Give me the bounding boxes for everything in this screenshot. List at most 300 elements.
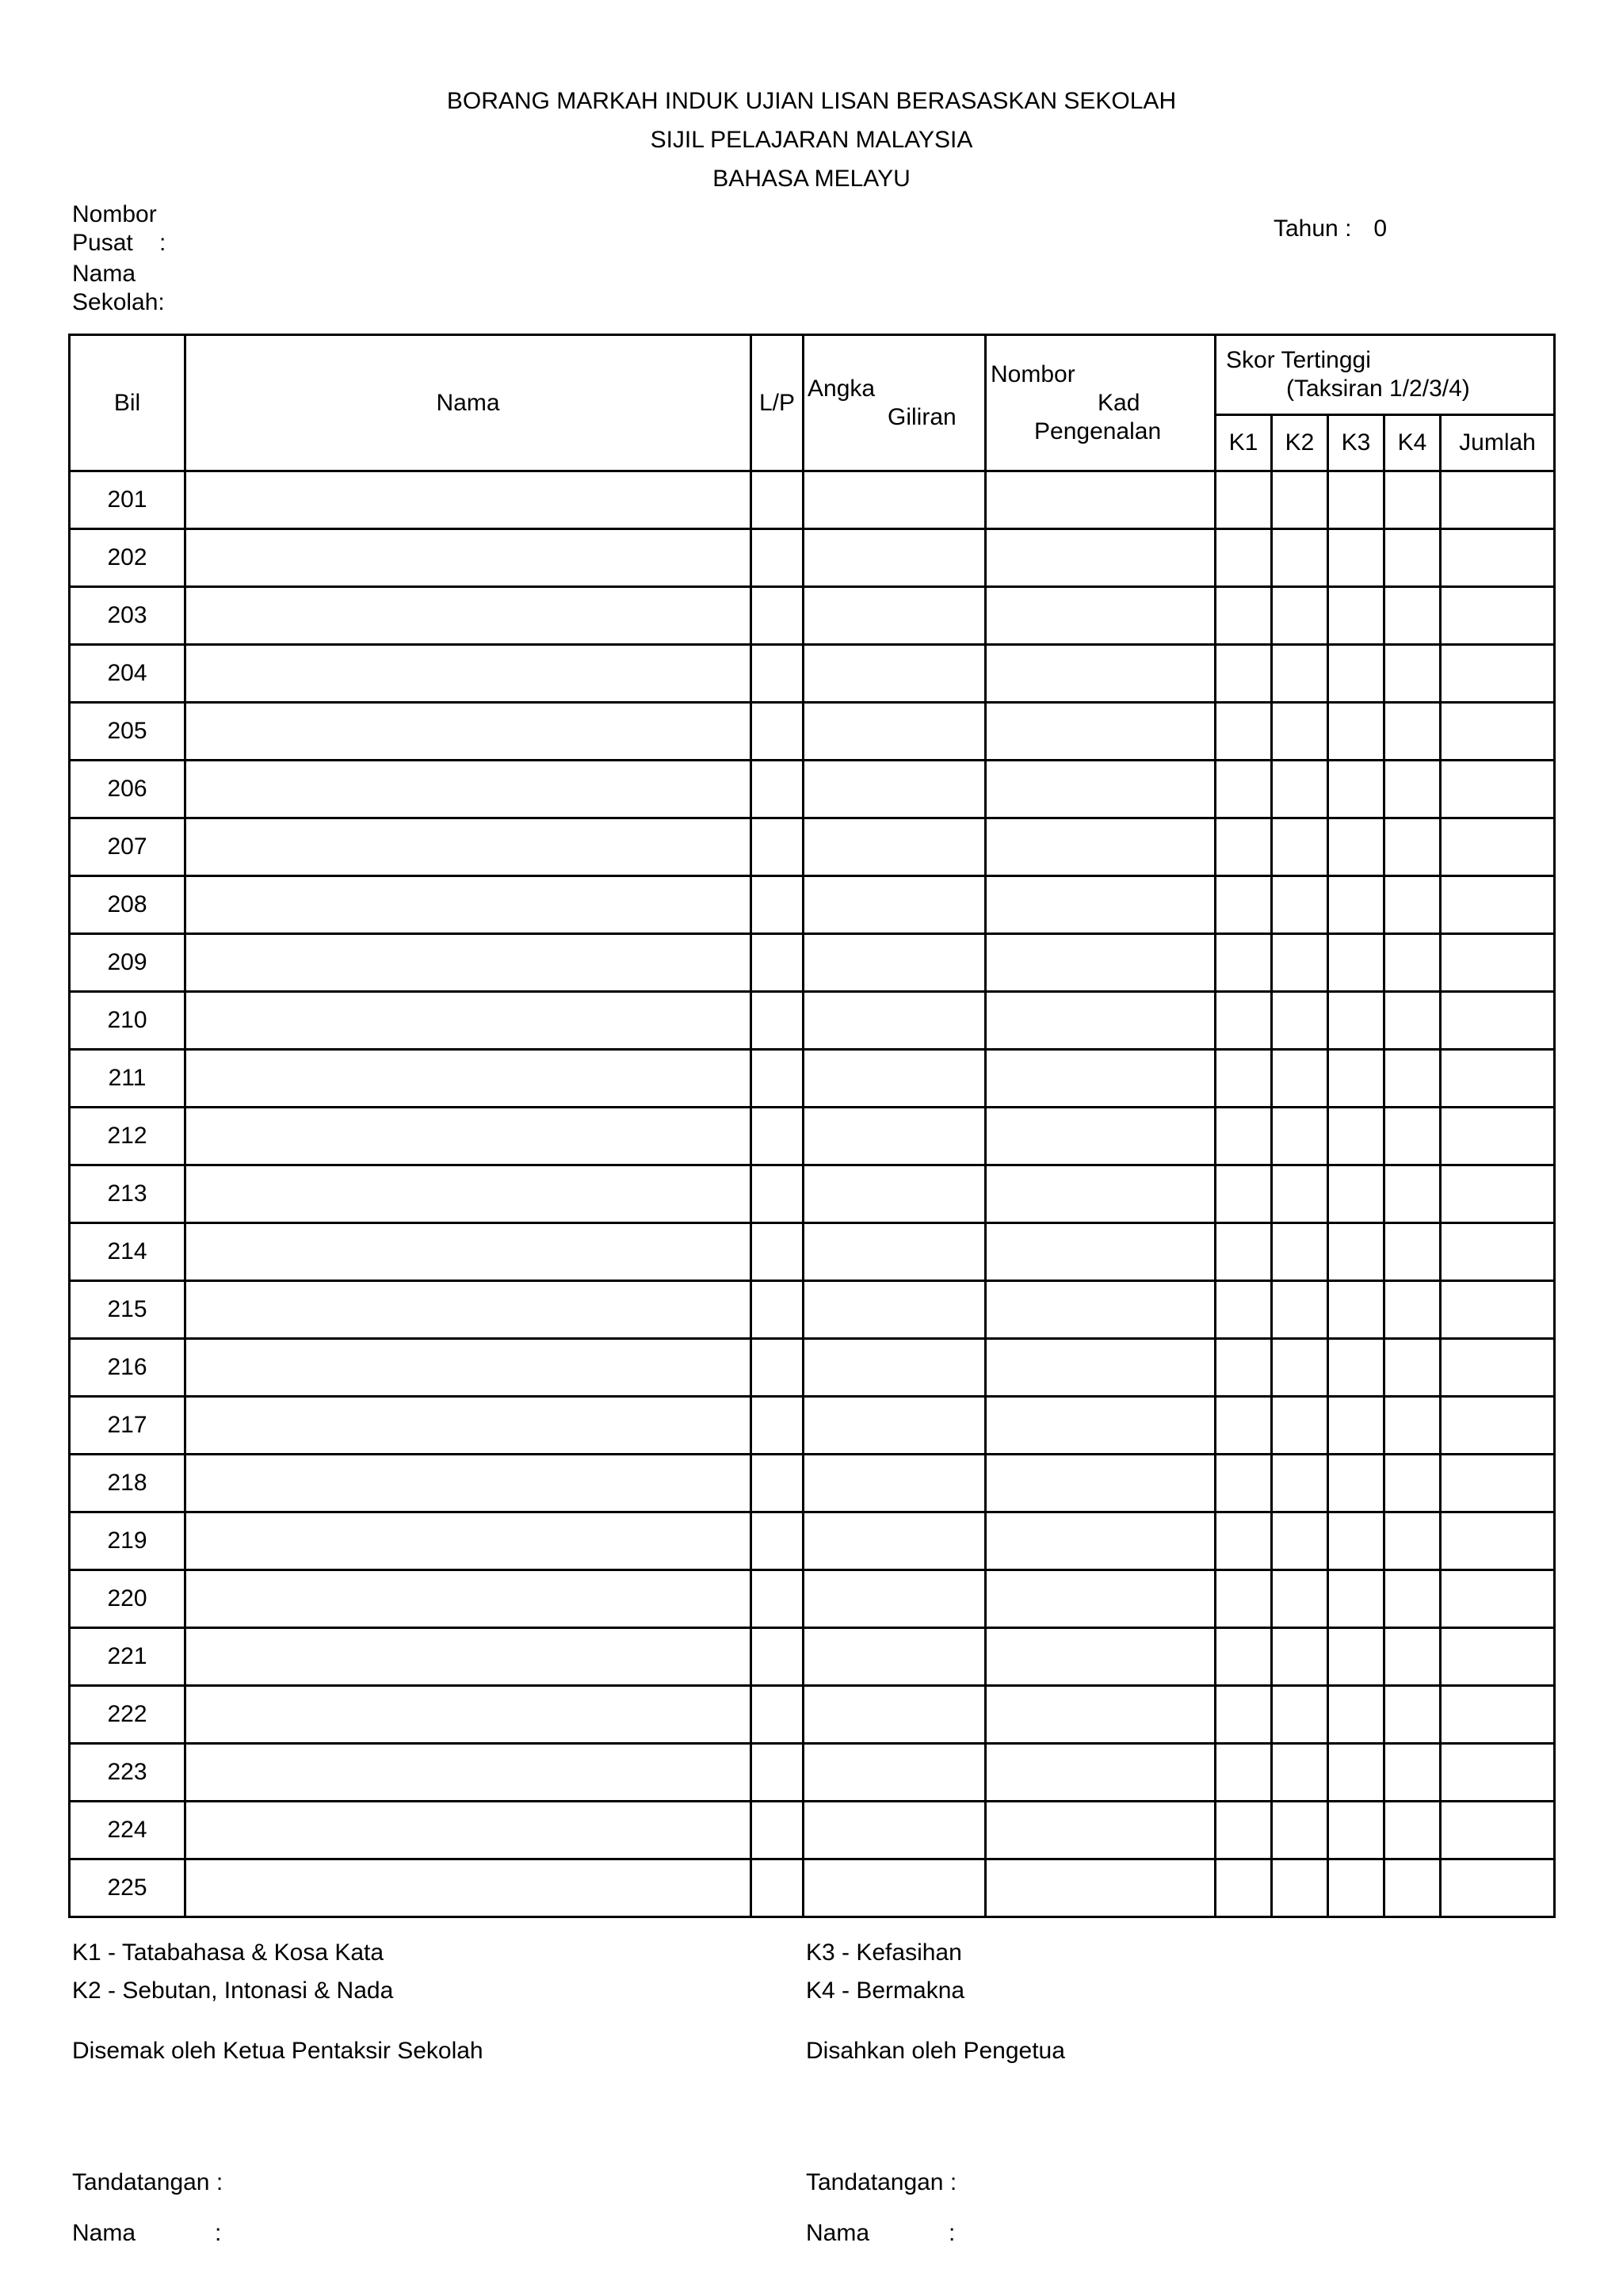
- nama-cell[interactable]: [185, 1744, 751, 1802]
- kad-pengenalan-cell[interactable]: [986, 876, 1216, 934]
- k4-cell[interactable]: [1384, 992, 1441, 1050]
- k3-cell[interactable]: [1328, 934, 1384, 992]
- k4-cell[interactable]: [1384, 761, 1441, 818]
- k2-cell[interactable]: [1272, 1339, 1328, 1397]
- k2-cell[interactable]: [1272, 1802, 1328, 1859]
- angka-giliran-cell[interactable]: [804, 1397, 986, 1455]
- nama-cell[interactable]: [185, 1050, 751, 1108]
- nama-cell[interactable]: [185, 934, 751, 992]
- col-k1-header: K1: [1216, 415, 1272, 471]
- skor-label: Skor Tertinggi: [1226, 347, 1371, 373]
- jumlah-cell[interactable]: [1441, 1455, 1555, 1512]
- k1-cell[interactable]: [1216, 1455, 1272, 1512]
- angka-giliran-cell[interactable]: [804, 1628, 986, 1686]
- k1-cell[interactable]: [1216, 1744, 1272, 1802]
- k4-cell[interactable]: [1384, 1339, 1441, 1397]
- bil-cell: 209: [70, 934, 185, 992]
- lp-cell[interactable]: [751, 645, 804, 703]
- col-skor-header: [1216, 335, 1555, 415]
- k1-cell[interactable]: [1216, 703, 1272, 761]
- bil-cell: 219: [70, 1512, 185, 1570]
- lp-cell[interactable]: [751, 587, 804, 645]
- table-row: [70, 1108, 1555, 1165]
- angka-giliran-cell[interactable]: [804, 1802, 986, 1859]
- bil-cell: 213: [70, 1165, 185, 1223]
- nama-cell[interactable]: [185, 1570, 751, 1628]
- k1-cell[interactable]: [1216, 471, 1272, 529]
- lp-cell[interactable]: [751, 1050, 804, 1108]
- bil-cell: 203: [70, 587, 185, 645]
- k4-cell[interactable]: [1384, 1744, 1441, 1802]
- nama-cell[interactable]: [185, 703, 751, 761]
- table-row: [70, 1223, 1555, 1281]
- lp-cell[interactable]: [751, 1744, 804, 1802]
- k4-cell[interactable]: [1384, 818, 1441, 876]
- k2-cell[interactable]: [1272, 1165, 1328, 1223]
- k3-cell[interactable]: [1328, 645, 1384, 703]
- bil-cell: 217: [70, 1397, 185, 1455]
- k1-cell[interactable]: [1216, 1223, 1272, 1281]
- k1-cell[interactable]: [1216, 1108, 1272, 1165]
- kad-pengenalan-cell[interactable]: [986, 1455, 1216, 1512]
- bil-cell: 202: [70, 529, 185, 587]
- k4-cell[interactable]: [1384, 1108, 1441, 1165]
- col-jumlah-header: Jumlah: [1441, 415, 1555, 471]
- jumlah-cell[interactable]: [1441, 645, 1555, 703]
- checked-by-label: Disemak oleh Ketua Pentaksir Sekolah: [72, 2038, 483, 2064]
- nama-cell[interactable]: [185, 645, 751, 703]
- kad-pengenalan-cell[interactable]: [986, 1108, 1216, 1165]
- jumlah-cell[interactable]: [1441, 818, 1555, 876]
- sekolah-label: Sekolah:: [72, 289, 165, 315]
- marks-table: [68, 334, 1556, 1918]
- k2-cell[interactable]: [1272, 529, 1328, 587]
- angka-giliran-cell[interactable]: [804, 1512, 986, 1570]
- lp-cell[interactable]: [751, 1628, 804, 1686]
- k1-cell[interactable]: [1216, 1397, 1272, 1455]
- angka-giliran-cell[interactable]: [804, 761, 986, 818]
- k2-cell[interactable]: [1272, 1397, 1328, 1455]
- jumlah-cell[interactable]: [1441, 1686, 1555, 1744]
- lp-cell[interactable]: [751, 1397, 804, 1455]
- table-row: [70, 1859, 1555, 1917]
- k4-cell[interactable]: [1384, 1281, 1441, 1339]
- table-row: [70, 934, 1555, 992]
- table-row: [70, 876, 1555, 934]
- signature-right-label: Tandatangan :: [806, 2169, 957, 2195]
- k3-cell[interactable]: [1328, 1686, 1384, 1744]
- kad-pengenalan-cell[interactable]: [986, 645, 1216, 703]
- angka-giliran-cell[interactable]: [804, 703, 986, 761]
- k3-cell[interactable]: [1328, 1570, 1384, 1628]
- marks-table-body: [70, 471, 1555, 1917]
- k2-cell[interactable]: [1272, 587, 1328, 645]
- jumlah-cell[interactable]: [1441, 1165, 1555, 1223]
- nama-cell[interactable]: [185, 1223, 751, 1281]
- angka-giliran-cell[interactable]: [804, 587, 986, 645]
- angka-giliran-cell[interactable]: [804, 645, 986, 703]
- jumlah-cell[interactable]: [1441, 1512, 1555, 1570]
- col-bil-header: Bil: [70, 335, 185, 471]
- lp-cell[interactable]: [751, 1455, 804, 1512]
- angka-giliran-cell[interactable]: [804, 876, 986, 934]
- table-row: [70, 703, 1555, 761]
- k3-cell[interactable]: [1328, 1397, 1384, 1455]
- table-row: [70, 1165, 1555, 1223]
- bil-cell: 212: [70, 1108, 185, 1165]
- angka-giliran-cell[interactable]: [804, 1223, 986, 1281]
- kad-pengenalan-cell[interactable]: [986, 1223, 1216, 1281]
- table-row: [70, 761, 1555, 818]
- nama-cell[interactable]: [185, 1512, 751, 1570]
- k4-cell[interactable]: [1384, 645, 1441, 703]
- k2-cell[interactable]: [1272, 1686, 1328, 1744]
- lp-cell[interactable]: [751, 1281, 804, 1339]
- k1-cell[interactable]: [1216, 1570, 1272, 1628]
- nama-cell[interactable]: [185, 876, 751, 934]
- k4-cell[interactable]: [1384, 1628, 1441, 1686]
- jumlah-cell[interactable]: [1441, 761, 1555, 818]
- nama-cell[interactable]: [185, 761, 751, 818]
- k2-cell[interactable]: [1272, 1223, 1328, 1281]
- k4-cell[interactable]: [1384, 1570, 1441, 1628]
- lp-cell[interactable]: [751, 1165, 804, 1223]
- nama-label: Nama: [72, 261, 136, 287]
- jumlah-cell[interactable]: [1441, 587, 1555, 645]
- k3-cell[interactable]: [1328, 703, 1384, 761]
- table-row: [70, 1512, 1555, 1570]
- k3-cell[interactable]: [1328, 1223, 1384, 1281]
- bil-cell: 210: [70, 992, 185, 1050]
- k2-cell[interactable]: [1272, 1570, 1328, 1628]
- jumlah-cell[interactable]: [1441, 934, 1555, 992]
- pengenalan-label: Pengenalan: [1034, 418, 1162, 444]
- nama-cell[interactable]: [185, 1802, 751, 1859]
- angka-giliran-cell[interactable]: [804, 1859, 986, 1917]
- kad-pengenalan-cell[interactable]: [986, 587, 1216, 645]
- bil-cell: 207: [70, 818, 185, 876]
- k4-cell[interactable]: [1384, 1050, 1441, 1108]
- k1-cell[interactable]: [1216, 934, 1272, 992]
- kad-pengenalan-cell[interactable]: [986, 818, 1216, 876]
- kad-pengenalan-cell[interactable]: [986, 529, 1216, 587]
- lp-cell[interactable]: [751, 1570, 804, 1628]
- angka-giliran-cell[interactable]: [804, 1570, 986, 1628]
- angka-giliran-cell[interactable]: [804, 1744, 986, 1802]
- lp-cell[interactable]: [751, 703, 804, 761]
- angka-giliran-cell[interactable]: [804, 818, 986, 876]
- lp-cell[interactable]: [751, 1859, 804, 1917]
- jumlah-cell[interactable]: [1441, 1397, 1555, 1455]
- nama-cell[interactable]: [185, 587, 751, 645]
- angka-giliran-cell[interactable]: [804, 1165, 986, 1223]
- table-row: [70, 818, 1555, 876]
- bil-cell: 204: [70, 645, 185, 703]
- k3-cell[interactable]: [1328, 1802, 1384, 1859]
- k2-cell[interactable]: [1272, 1108, 1328, 1165]
- bil-cell: 220: [70, 1570, 185, 1628]
- k4-cell[interactable]: [1384, 703, 1441, 761]
- nama-cell[interactable]: [185, 1455, 751, 1512]
- jumlah-cell[interactable]: [1441, 1281, 1555, 1339]
- k4-cell[interactable]: [1384, 1223, 1441, 1281]
- k2-cell[interactable]: [1272, 1628, 1328, 1686]
- tahun-field: [1274, 215, 1387, 242]
- kad-pengenalan-cell[interactable]: [986, 1744, 1216, 1802]
- kad-pengenalan-cell[interactable]: [986, 703, 1216, 761]
- k2-cell[interactable]: [1272, 876, 1328, 934]
- nama-cell[interactable]: [185, 1686, 751, 1744]
- angka-label: Angka: [808, 376, 876, 402]
- lp-cell[interactable]: [751, 1108, 804, 1165]
- k2-legend: K2 - Sebutan, Intonasi & Nada: [72, 1978, 394, 2004]
- k2-cell[interactable]: [1272, 1859, 1328, 1917]
- kad-pengenalan-cell[interactable]: [986, 761, 1216, 818]
- k4-cell[interactable]: [1384, 1512, 1441, 1570]
- col-lp-header: L/P: [751, 335, 804, 471]
- table-row: [70, 1686, 1555, 1744]
- k2-cell[interactable]: [1272, 934, 1328, 992]
- table-row: [70, 1628, 1555, 1686]
- k3-cell[interactable]: [1328, 1512, 1384, 1570]
- k1-cell[interactable]: [1216, 1802, 1272, 1859]
- k2-cell[interactable]: [1272, 1455, 1328, 1512]
- jumlah-cell[interactable]: [1441, 1050, 1555, 1108]
- angka-giliran-cell[interactable]: [804, 1281, 986, 1339]
- angka-giliran-cell[interactable]: [804, 1339, 986, 1397]
- angka-giliran-cell[interactable]: [804, 529, 986, 587]
- angka-giliran-cell[interactable]: [804, 1455, 986, 1512]
- col-k2-header: K2: [1272, 415, 1328, 471]
- k4-cell[interactable]: [1384, 1455, 1441, 1512]
- k1-legend: K1 - Tatabahasa & Kosa Kata: [72, 1939, 384, 1966]
- lp-cell[interactable]: [751, 1223, 804, 1281]
- jumlah-cell[interactable]: [1441, 1859, 1555, 1917]
- k4-cell[interactable]: [1384, 1686, 1441, 1744]
- nama-cell[interactable]: [185, 818, 751, 876]
- kad-pengenalan-cell[interactable]: [986, 471, 1216, 529]
- k1-cell[interactable]: [1216, 1512, 1272, 1570]
- k3-cell[interactable]: [1328, 1281, 1384, 1339]
- angka-giliran-cell[interactable]: [804, 1108, 986, 1165]
- kad-pengenalan-cell[interactable]: [986, 1397, 1216, 1455]
- nama-cell[interactable]: [185, 1397, 751, 1455]
- nama-cell[interactable]: [185, 1628, 751, 1686]
- k3-cell[interactable]: [1328, 529, 1384, 587]
- name-right-label: Nama :: [806, 2220, 956, 2246]
- jumlah-cell[interactable]: [1441, 876, 1555, 934]
- k4-cell[interactable]: [1384, 471, 1441, 529]
- lp-cell[interactable]: [751, 992, 804, 1050]
- nama-cell[interactable]: [185, 529, 751, 587]
- bil-cell: 221: [70, 1628, 185, 1686]
- table-row: [70, 1050, 1555, 1108]
- k2-cell[interactable]: [1272, 1744, 1328, 1802]
- k1-cell[interactable]: [1216, 818, 1272, 876]
- k1-cell[interactable]: [1216, 992, 1272, 1050]
- k4-legend: K4 - Bermakna: [806, 1978, 965, 2004]
- nama-cell[interactable]: [185, 1859, 751, 1917]
- jumlah-cell[interactable]: [1441, 1802, 1555, 1859]
- jumlah-cell[interactable]: [1441, 1339, 1555, 1397]
- lp-cell[interactable]: [751, 471, 804, 529]
- k1-cell[interactable]: [1216, 1628, 1272, 1686]
- k3-cell[interactable]: [1328, 761, 1384, 818]
- kad-pengenalan-cell[interactable]: [986, 1570, 1216, 1628]
- bil-cell: 216: [70, 1339, 185, 1397]
- kad-pengenalan-cell[interactable]: [986, 1512, 1216, 1570]
- jumlah-cell[interactable]: [1441, 1108, 1555, 1165]
- k3-cell[interactable]: [1328, 1339, 1384, 1397]
- k2-cell[interactable]: [1272, 761, 1328, 818]
- col-k3-header: K3: [1328, 415, 1384, 471]
- kad-pengenalan-cell[interactable]: [986, 1686, 1216, 1744]
- k2-cell[interactable]: [1272, 992, 1328, 1050]
- k1-cell[interactable]: [1216, 1859, 1272, 1917]
- jumlah-cell[interactable]: [1441, 1744, 1555, 1802]
- angka-giliran-cell[interactable]: [804, 992, 986, 1050]
- nama-cell[interactable]: [185, 1281, 751, 1339]
- name-left-label: Nama :: [72, 2220, 222, 2246]
- col-kad-pengenalan-header: [986, 335, 1216, 471]
- k2-cell[interactable]: [1272, 1512, 1328, 1570]
- lp-cell[interactable]: [751, 529, 804, 587]
- bil-cell: 218: [70, 1455, 185, 1512]
- bil-cell: 223: [70, 1744, 185, 1802]
- table-row: [70, 1570, 1555, 1628]
- table-row: [70, 645, 1555, 703]
- kad-pengenalan-cell[interactable]: [986, 1281, 1216, 1339]
- k3-cell[interactable]: [1328, 1108, 1384, 1165]
- k4-cell[interactable]: [1384, 1397, 1441, 1455]
- lp-cell[interactable]: [751, 876, 804, 934]
- tahun-value: 0: [1373, 215, 1388, 242]
- table-row: [70, 529, 1555, 587]
- k1-cell[interactable]: [1216, 1339, 1272, 1397]
- approved-by-label: Disahkan oleh Pengetua: [806, 2038, 1065, 2064]
- jumlah-cell[interactable]: [1441, 703, 1555, 761]
- lp-cell[interactable]: [751, 1339, 804, 1397]
- k1-cell[interactable]: [1216, 1050, 1272, 1108]
- k3-cell[interactable]: [1328, 1455, 1384, 1512]
- lp-cell[interactable]: [751, 1802, 804, 1859]
- table-row: [70, 1339, 1555, 1397]
- k2-cell[interactable]: [1272, 818, 1328, 876]
- jumlah-cell[interactable]: [1441, 1628, 1555, 1686]
- table-row: [70, 471, 1555, 529]
- jumlah-cell[interactable]: [1441, 1223, 1555, 1281]
- k1-cell[interactable]: [1216, 1165, 1272, 1223]
- kad-pengenalan-cell[interactable]: [986, 1859, 1216, 1917]
- table-row: [70, 992, 1555, 1050]
- k4-cell[interactable]: [1384, 876, 1441, 934]
- table-row: [70, 1281, 1555, 1339]
- giliran-label: Giliran: [888, 404, 957, 430]
- nama-cell[interactable]: [185, 1165, 751, 1223]
- form-subtitle: SIJIL PELAJARAN MALAYSIA: [650, 127, 973, 153]
- k2-cell[interactable]: [1272, 645, 1328, 703]
- kad-pengenalan-cell[interactable]: [986, 1628, 1216, 1686]
- jumlah-cell[interactable]: [1441, 992, 1555, 1050]
- angka-giliran-cell[interactable]: [804, 934, 986, 992]
- k3-cell[interactable]: [1328, 818, 1384, 876]
- lp-cell[interactable]: [751, 818, 804, 876]
- k4-cell[interactable]: [1384, 1859, 1441, 1917]
- kad-pengenalan-cell[interactable]: [986, 1165, 1216, 1223]
- angka-giliran-cell[interactable]: [804, 1686, 986, 1744]
- k4-cell[interactable]: [1384, 1802, 1441, 1859]
- k4-cell[interactable]: [1384, 1165, 1441, 1223]
- k3-cell[interactable]: [1328, 992, 1384, 1050]
- k2-cell[interactable]: [1272, 703, 1328, 761]
- k1-cell[interactable]: [1216, 1281, 1272, 1339]
- k3-cell[interactable]: [1328, 1744, 1384, 1802]
- k2-cell[interactable]: [1272, 471, 1328, 529]
- k3-cell[interactable]: [1328, 1165, 1384, 1223]
- form-subject: BAHASA MELAYU: [712, 166, 911, 192]
- jumlah-cell[interactable]: [1441, 1570, 1555, 1628]
- bil-cell: 222: [70, 1686, 185, 1744]
- k3-cell[interactable]: [1328, 1050, 1384, 1108]
- kad-pengenalan-cell[interactable]: [986, 992, 1216, 1050]
- nombor-kad-label: Nombor: [991, 361, 1075, 387]
- jumlah-cell[interactable]: [1441, 529, 1555, 587]
- k3-cell[interactable]: [1328, 587, 1384, 645]
- k1-cell[interactable]: [1216, 761, 1272, 818]
- bil-cell: 224: [70, 1802, 185, 1859]
- tahun-label: Tahun :: [1274, 215, 1352, 242]
- k1-cell[interactable]: [1216, 587, 1272, 645]
- kad-pengenalan-cell[interactable]: [986, 1050, 1216, 1108]
- k3-cell[interactable]: [1328, 471, 1384, 529]
- bil-cell: 225: [70, 1859, 185, 1917]
- bil-cell: 208: [70, 876, 185, 934]
- k2-cell[interactable]: [1272, 1050, 1328, 1108]
- k1-cell[interactable]: [1216, 529, 1272, 587]
- kad-pengenalan-cell[interactable]: [986, 1802, 1216, 1859]
- k3-legend: K3 - Kefasihan: [806, 1939, 962, 1966]
- k1-cell[interactable]: [1216, 645, 1272, 703]
- lp-cell[interactable]: [751, 1686, 804, 1744]
- nama-cell[interactable]: [185, 1339, 751, 1397]
- k1-cell[interactable]: [1216, 1686, 1272, 1744]
- nama-cell[interactable]: [185, 992, 751, 1050]
- angka-giliran-cell[interactable]: [804, 1050, 986, 1108]
- k4-cell[interactable]: [1384, 529, 1441, 587]
- k3-cell[interactable]: [1328, 1859, 1384, 1917]
- col-angka-giliran-header: [804, 335, 986, 471]
- jumlah-cell[interactable]: [1441, 471, 1555, 529]
- bil-cell: 214: [70, 1223, 185, 1281]
- nama-cell[interactable]: [185, 1108, 751, 1165]
- lp-cell[interactable]: [751, 934, 804, 992]
- kad-pengenalan-cell[interactable]: [986, 1339, 1216, 1397]
- nama-cell[interactable]: [185, 471, 751, 529]
- bil-cell: 215: [70, 1281, 185, 1339]
- lp-cell[interactable]: [751, 761, 804, 818]
- k1-cell[interactable]: [1216, 876, 1272, 934]
- k2-cell[interactable]: [1272, 1281, 1328, 1339]
- angka-giliran-cell[interactable]: [804, 471, 986, 529]
- lp-cell[interactable]: [751, 1512, 804, 1570]
- kad-pengenalan-cell[interactable]: [986, 934, 1216, 992]
- k4-cell[interactable]: [1384, 934, 1441, 992]
- k4-cell[interactable]: [1384, 587, 1441, 645]
- bil-cell: 206: [70, 761, 185, 818]
- k3-cell[interactable]: [1328, 876, 1384, 934]
- k3-cell[interactable]: [1328, 1628, 1384, 1686]
- table-row: [70, 587, 1555, 645]
